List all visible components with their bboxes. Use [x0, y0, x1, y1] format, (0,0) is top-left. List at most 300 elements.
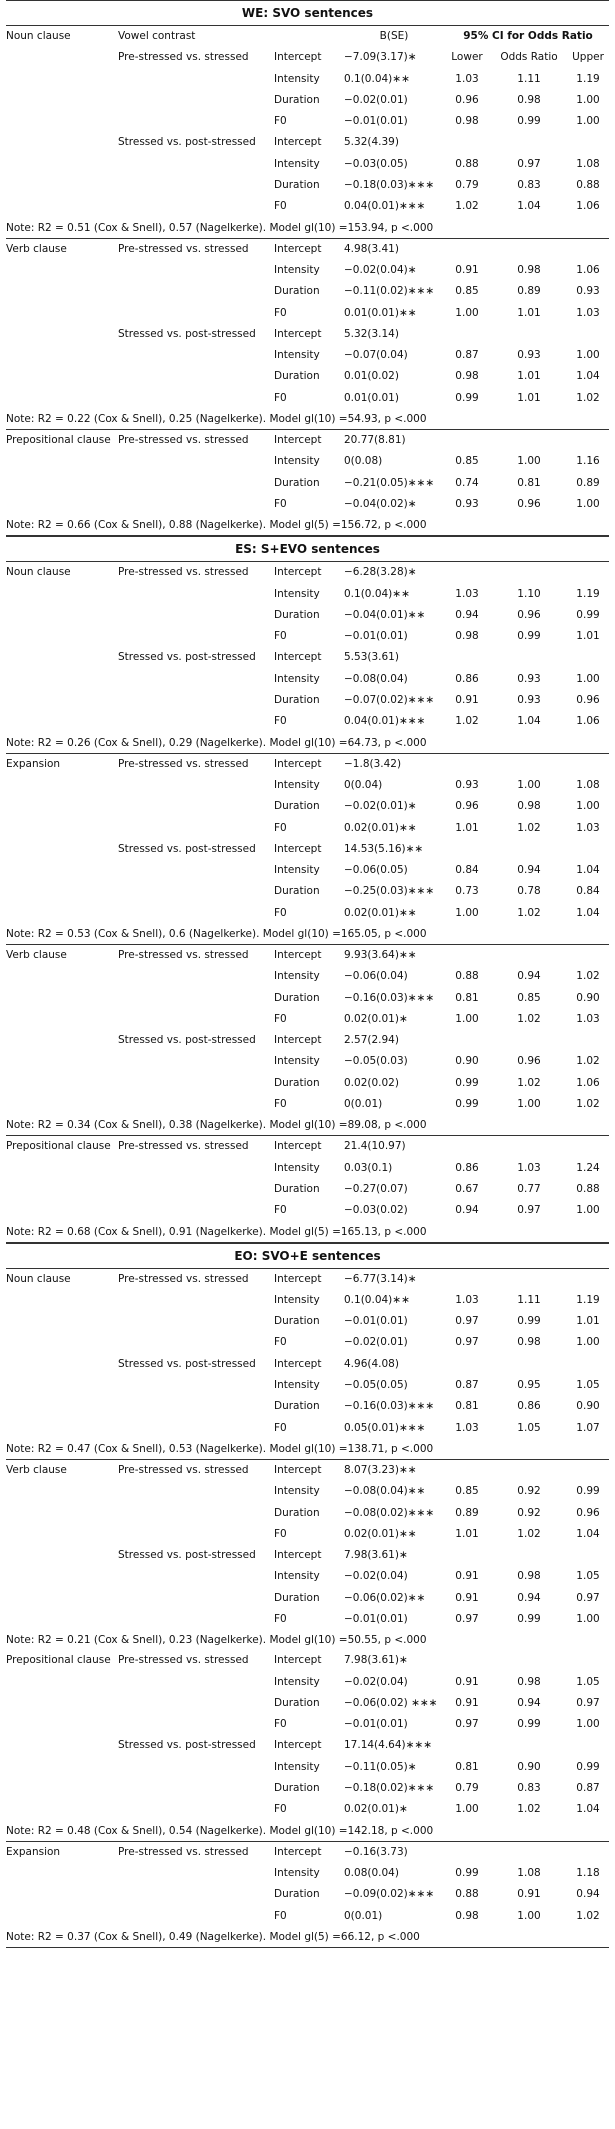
b-se-cell: −0.07(0.04) [344, 349, 408, 362]
predictor-cell: Intensity [274, 587, 320, 600]
table-row [6, 1009, 609, 1030]
ci-lower-cell: 0.96 [455, 93, 479, 106]
ci-upper-cell: 1.04 [576, 864, 600, 877]
ci-upper-cell: 1.02 [576, 970, 600, 983]
table-row [6, 626, 609, 647]
b-se-cell: −7.09(3.17)∗ [344, 51, 417, 64]
b-se-cell: −0.02(0.01) [344, 93, 408, 106]
contrast-label: Stressed vs. post-stressed [118, 136, 256, 149]
odds-ratio-cell: 0.97 [517, 1204, 541, 1217]
ci-upper-cell: 1.02 [576, 1055, 600, 1068]
ci-lower-cell: 1.02 [455, 200, 479, 213]
contrast-label: Pre-stressed vs. stressed [118, 51, 249, 64]
table-row [6, 690, 609, 711]
b-se-cell: 0.1(0.04)∗∗ [344, 72, 410, 85]
odds-ratio-cell: 1.02 [517, 1527, 541, 1540]
ci-upper-cell: 1.00 [576, 93, 600, 106]
predictor-cell: F0 [274, 1012, 287, 1025]
ci-lower-cell: 0.97 [455, 1336, 479, 1349]
odds-ratio-cell: 0.94 [517, 864, 541, 877]
odds-ratio-cell: 0.99 [517, 1613, 541, 1625]
b-se-cell: 0.02(0.01)∗∗ [344, 821, 417, 834]
table-row [6, 473, 609, 494]
predictor-cell: Intensity [274, 1866, 320, 1879]
table-row [6, 239, 609, 260]
clause-block [6, 1842, 609, 1948]
table-row [6, 1073, 609, 1094]
predictor-cell: Intercept [274, 1463, 322, 1476]
table-row [6, 111, 609, 132]
ci-lower-cell: 0.87 [455, 349, 479, 362]
contrast-label: Pre-stressed vs. stressed [118, 242, 249, 255]
odds-ratio-cell: 1.02 [517, 1012, 541, 1025]
table-row [6, 1332, 609, 1353]
predictor-cell: Intercept [274, 757, 322, 770]
ci-lower-cell: 0.98 [455, 630, 479, 643]
odds-ratio-cell: 0.89 [517, 285, 541, 298]
ci-lower-cell: 0.91 [455, 1591, 479, 1604]
ci-upper-cell: 0.96 [576, 1506, 600, 1519]
ci-upper-cell: 0.84 [576, 885, 600, 898]
predictor-cell: Duration [274, 285, 320, 298]
ci-lower-cell: 0.67 [455, 1182, 479, 1195]
ci-lower-cell: 1.02 [455, 715, 479, 728]
predictor-cell: Duration [274, 1782, 320, 1795]
ci-lower-cell: 0.81 [455, 1760, 479, 1773]
b-se-cell: 0(0.01) [344, 1098, 383, 1111]
b-se-cell: −6.28(3.28)∗ [344, 566, 417, 579]
predictor-cell: Duration [274, 93, 320, 106]
col-ci-header: 95% CI for Odds Ratio [463, 30, 593, 42]
predictor-cell: Intensity [274, 778, 320, 791]
predictor-cell: F0 [274, 821, 287, 834]
section-title: ES: S+EVO sentences [6, 536, 609, 562]
b-se-cell: 0.04(0.01)∗∗∗ [344, 200, 426, 213]
table-row [6, 90, 609, 111]
b-se-cell: 0.02(0.01)∗∗ [344, 1527, 417, 1540]
ci-upper-cell: 1.05 [576, 1675, 600, 1688]
ci-upper-cell: 1.18 [576, 1866, 600, 1879]
predictor-cell: Intercept [274, 1654, 322, 1667]
model-note: Note: R2 = 0.66 (Cox & Snell), 0.88 (Nagelkerke). Model gl(5) =156.72, p <.000 [6, 515, 609, 536]
predictor-cell: F0 [274, 115, 287, 128]
predictor-cell: F0 [274, 715, 287, 728]
ci-lower-cell: 0.94 [455, 608, 479, 621]
b-se-cell: 4.98(3.41) [344, 242, 399, 255]
odds-ratio-cell: 0.98 [517, 800, 541, 813]
ci-lower-cell: 0.96 [455, 800, 479, 813]
ci-upper-cell: 0.88 [576, 1182, 600, 1195]
ci-lower-cell: 1.01 [455, 1527, 479, 1540]
odds-ratio-cell: 1.04 [517, 715, 541, 728]
table-row [6, 881, 609, 902]
contrast-label: Pre-stressed vs. stressed [118, 1272, 249, 1285]
odds-ratio-cell: 1.01 [517, 391, 541, 404]
clause-label: Prepositional clause [6, 434, 111, 447]
predictor-cell: Intercept [274, 327, 322, 340]
clause-label: Expansion [6, 757, 61, 770]
table-row [6, 1757, 609, 1778]
odds-ratio-cell: 0.93 [517, 694, 541, 707]
odds-ratio-cell: 1.00 [517, 455, 541, 468]
b-se-cell: 0.03(0.1) [344, 1161, 393, 1174]
ci-lower-cell: 0.93 [455, 778, 479, 791]
table-row [6, 132, 609, 153]
clause-label: Noun clause [6, 566, 71, 579]
contrast-label: Stressed vs. post-stressed [118, 327, 256, 340]
odds-ratio-cell: 0.96 [517, 497, 541, 510]
predictor-cell: F0 [274, 1336, 287, 1349]
ci-upper-cell: 0.99 [576, 1760, 600, 1773]
clause-label: Verb clause [6, 1463, 67, 1476]
model-note: Note: R2 = 0.21 (Cox & Snell), 0.23 (Nagelkerke). Model gl(10) =50.55, p <.000 [6, 1634, 427, 1647]
ci-lower-cell: 0.94 [455, 1204, 479, 1217]
ci-lower-cell: 0.85 [455, 285, 479, 298]
table-row [6, 1269, 609, 1290]
table-row [6, 669, 609, 690]
table-row [6, 281, 609, 302]
b-se-cell: 0.04(0.01)∗∗∗ [344, 715, 426, 728]
predictor-cell: Intercept [274, 1357, 322, 1370]
predictor-cell: Duration [274, 1315, 320, 1328]
model-note: Note: R2 = 0.48 (Cox & Snell), 0.54 (Nagelkerke). Model gl(10) =142.18, p <.000 [6, 1821, 609, 1842]
column-header-row [6, 26, 609, 47]
table-row [6, 839, 609, 860]
b-se-cell: −0.01(0.01) [344, 1613, 408, 1625]
clause-label: Verb clause [6, 948, 67, 961]
ci-lower-cell: 0.84 [455, 864, 479, 877]
b-se-cell: −0.03(0.02) [344, 1204, 408, 1217]
contrast-label: Stressed vs. post-stressed [118, 842, 256, 855]
b-se-cell: 5.32(3.14) [344, 327, 399, 340]
ci-upper-cell: 1.19 [576, 72, 600, 85]
b-se-cell: −0.02(0.01)∗ [344, 800, 417, 813]
table-row [6, 1375, 609, 1396]
contrast-label: Pre-stressed vs. stressed [118, 1845, 249, 1858]
b-se-cell: −0.21(0.05)∗∗∗ [344, 476, 435, 489]
odds-ratio-cell: 0.91 [517, 1888, 541, 1901]
odds-ratio-cell: 0.99 [517, 115, 541, 128]
ci-lower-cell: 0.74 [455, 476, 479, 489]
odds-ratio-cell: 1.01 [517, 370, 541, 383]
ci-lower-cell: 0.88 [455, 157, 479, 170]
table-row [6, 1179, 609, 1200]
table-row [6, 1354, 609, 1375]
b-se-cell: 0(0.04) [344, 778, 383, 791]
ci-lower-cell: 1.00 [455, 906, 479, 919]
odds-ratio-cell: 0.97 [517, 157, 541, 170]
ci-lower-cell: 0.81 [455, 991, 479, 1004]
predictor-cell: Intensity [274, 1161, 320, 1174]
clause-label: Noun clause [6, 1272, 71, 1285]
ci-upper-cell: 0.90 [576, 991, 600, 1004]
ci-upper-cell: 1.01 [576, 630, 600, 643]
b-se-cell: −0.27(0.07) [344, 1182, 408, 1195]
predictor-cell: Duration [274, 1506, 320, 1519]
table-row [6, 966, 609, 987]
table-row [6, 1609, 609, 1630]
table-row [6, 1714, 609, 1735]
table-row [6, 647, 609, 668]
odds-ratio-cell: 0.94 [517, 1591, 541, 1604]
predictor-cell: Duration [274, 694, 320, 707]
predictor-cell: Intercept [274, 1549, 322, 1562]
b-se-cell: −0.11(0.02)∗∗∗ [344, 285, 435, 298]
odds-ratio-cell: 0.98 [517, 1675, 541, 1688]
predictor-cell: Intensity [274, 157, 320, 170]
predictor-cell: Intercept [274, 242, 322, 255]
b-se-cell: 5.53(3.61) [344, 651, 399, 664]
predictor-cell: Duration [274, 991, 320, 1004]
clause-label: Expansion [6, 1845, 61, 1858]
clause-block [6, 945, 609, 1136]
model-note: Note: R2 = 0.51 (Cox & Snell), 0.57 (Nagelkerke). Model gl(10) =153.94, p <.000 [6, 218, 609, 239]
predictor-cell: F0 [274, 1421, 287, 1434]
col-b-header: B(SE) [379, 30, 409, 42]
odds-ratio-cell: 0.92 [517, 1485, 541, 1498]
col-or-header: Odds Ratio [500, 51, 558, 64]
b-se-cell: 20.77(8.81) [344, 434, 406, 447]
odds-ratio-cell: 0.86 [517, 1400, 541, 1413]
table-row [6, 1200, 609, 1221]
odds-ratio-cell: 1.00 [517, 1098, 541, 1111]
odds-ratio-cell: 0.83 [517, 179, 541, 192]
predictor-cell: Intensity [274, 1055, 320, 1068]
odds-ratio-cell: 0.81 [517, 476, 541, 489]
clause-block [6, 239, 609, 430]
b-se-cell: −6.77(3.14)∗ [344, 1272, 417, 1285]
b-se-cell: −1.8(3.42) [344, 757, 402, 770]
ci-lower-cell: 1.01 [455, 821, 479, 834]
section-title: WE: SVO sentences [6, 0, 609, 26]
table-row [6, 1418, 609, 1439]
ci-upper-cell: 1.06 [576, 200, 600, 213]
predictor-cell: F0 [274, 1527, 287, 1540]
ci-upper-cell: 0.89 [576, 476, 600, 489]
ci-lower-cell: 1.00 [455, 306, 479, 319]
ci-upper-cell: 0.87 [576, 1782, 600, 1795]
ci-upper-cell: 0.97 [576, 1591, 600, 1604]
b-se-cell: 0.01(0.01)∗∗ [344, 306, 417, 319]
table-row [6, 451, 609, 472]
ci-upper-cell: 0.97 [576, 1696, 600, 1709]
odds-ratio-cell: 0.93 [517, 349, 541, 362]
ci-lower-cell: 0.97 [455, 1718, 479, 1731]
clause-block [6, 430, 609, 536]
ci-upper-cell: 1.00 [576, 349, 600, 362]
odds-ratio-cell: 0.98 [517, 93, 541, 106]
clause-label: Prepositional clause [6, 1140, 111, 1153]
predictor-cell: F0 [274, 1204, 287, 1217]
odds-ratio-cell: 1.10 [517, 587, 541, 600]
predictor-cell: F0 [274, 1718, 287, 1731]
contrast-label: Pre-stressed vs. stressed [118, 1140, 249, 1153]
b-se-cell: 0.05(0.01)∗∗∗ [344, 1421, 426, 1434]
contrast-label: Stressed vs. post-stressed [118, 1549, 256, 1562]
odds-ratio-cell: 1.04 [517, 200, 541, 213]
b-se-cell: 7.98(3.61)∗ [344, 1654, 408, 1667]
ci-lower-cell: 1.00 [455, 1012, 479, 1025]
ci-lower-cell: 0.91 [455, 1570, 479, 1583]
predictor-cell: Duration [274, 1076, 320, 1089]
ci-upper-cell: 1.01 [576, 1315, 600, 1328]
table-row [6, 818, 609, 839]
predictor-cell: Intercept [274, 1739, 322, 1752]
predictor-cell: F0 [274, 1803, 287, 1816]
table-row [6, 1863, 609, 1884]
ci-upper-cell: 0.88 [576, 179, 600, 192]
predictor-cell: Intercept [274, 136, 322, 149]
predictor-cell: Intercept [274, 1034, 322, 1047]
predictor-cell: Duration [274, 1182, 320, 1195]
ci-lower-cell: 1.03 [455, 1421, 479, 1434]
b-se-cell: −0.07(0.02)∗∗∗ [344, 694, 435, 707]
ci-lower-cell: 0.91 [455, 1675, 479, 1688]
table-row [6, 324, 609, 345]
ci-upper-cell: 1.02 [576, 391, 600, 404]
table-row [6, 584, 609, 605]
predictor-cell: Intercept [274, 948, 322, 961]
ci-upper-cell: 1.08 [576, 778, 600, 791]
table-row [6, 1884, 609, 1905]
odds-ratio-cell: 0.99 [517, 630, 541, 643]
clause-block [6, 1269, 609, 1460]
b-se-cell: 0.08(0.04) [344, 1866, 399, 1879]
ci-lower-cell: 0.91 [455, 1696, 479, 1709]
table-row [6, 1481, 609, 1502]
predictor-cell: Duration [274, 608, 320, 621]
ci-upper-cell: 1.02 [576, 1909, 600, 1922]
contrast-label: Stressed vs. post-stressed [118, 1739, 256, 1752]
table-row [6, 1566, 609, 1587]
odds-ratio-cell: 0.95 [517, 1379, 541, 1392]
predictor-cell: Intensity [274, 349, 320, 362]
predictor-cell: Duration [274, 1400, 320, 1413]
odds-ratio-cell: 0.85 [517, 991, 541, 1004]
ci-upper-cell: 1.06 [576, 263, 600, 276]
b-se-cell: 4.96(4.08) [344, 1357, 399, 1370]
contrast-label: Pre-stressed vs. stressed [118, 1463, 249, 1476]
table-row [6, 196, 609, 217]
ci-upper-cell: 1.00 [576, 115, 600, 128]
b-se-cell: 9.93(3.64)∗∗ [344, 948, 417, 961]
col-lower-header: Lower [451, 51, 483, 64]
b-se-cell: 14.53(5.16)∗∗ [344, 842, 424, 855]
ci-upper-cell: 1.04 [576, 906, 600, 919]
ci-lower-cell: 1.00 [455, 1803, 479, 1816]
b-se-cell: 0.02(0.01)∗ [344, 1803, 408, 1816]
b-se-cell: 21.4(10.97) [344, 1140, 406, 1153]
ci-upper-cell: 1.03 [576, 306, 600, 319]
predictor-cell: F0 [274, 1613, 287, 1625]
model-note: Note: R2 = 0.68 (Cox & Snell), 0.91 (Nagelkerke). Model gl(5) =165.13, p <.000 [6, 1222, 609, 1243]
predictor-cell: Duration [274, 800, 320, 813]
predictor-cell: Intensity [274, 72, 320, 85]
odds-ratio-cell: 0.77 [517, 1182, 541, 1195]
b-se-cell: −0.02(0.04) [344, 1675, 408, 1688]
b-se-cell: −0.01(0.01) [344, 630, 408, 643]
ci-upper-cell: 1.04 [576, 1527, 600, 1540]
table-row [6, 1799, 609, 1820]
table-row [6, 1906, 609, 1927]
predictor-cell: Duration [274, 1888, 320, 1901]
contrast-label: Pre-stressed vs. stressed [118, 948, 249, 961]
ci-lower-cell: 0.97 [455, 1613, 479, 1625]
ci-lower-cell: 0.79 [455, 1782, 479, 1795]
ci-upper-cell: 1.03 [576, 1012, 600, 1025]
table-row [6, 1524, 609, 1545]
odds-ratio-cell: 0.96 [517, 608, 541, 621]
col-contrast-header: Vowel contrast [118, 30, 196, 42]
b-se-cell: −0.05(0.03) [344, 1055, 408, 1068]
contrast-label: Pre-stressed vs. stressed [118, 757, 249, 770]
ci-upper-cell: 0.90 [576, 1400, 600, 1413]
clause-block [6, 562, 609, 753]
table-row [6, 1842, 609, 1863]
clause-label: Noun clause [6, 30, 71, 42]
predictor-cell: F0 [274, 1098, 287, 1111]
b-se-cell: −0.18(0.03)∗∗∗ [344, 179, 435, 192]
ci-upper-cell: 1.08 [576, 157, 600, 170]
clause-block [6, 1460, 609, 1650]
odds-ratio-cell: 1.00 [517, 778, 541, 791]
table-row [6, 345, 609, 366]
odds-ratio-cell: 0.90 [517, 1760, 541, 1773]
b-se-cell: −0.18(0.02)∗∗∗ [344, 1782, 435, 1795]
table-row [6, 1588, 609, 1609]
ci-lower-cell: 0.91 [455, 263, 479, 276]
predictor-cell: Intensity [274, 455, 320, 468]
clause-block [6, 754, 609, 945]
model-note: Note: R2 = 0.34 (Cox & Snell), 0.38 (Nagelkerke). Model gl(10) =89.08, p <.000 [6, 1115, 609, 1136]
ci-upper-cell: 1.03 [576, 821, 600, 834]
b-se-cell: −0.09(0.02)∗∗∗ [344, 1888, 435, 1901]
table-row [6, 154, 609, 175]
contrast-label: Stressed vs. post-stressed [118, 1034, 256, 1047]
predictor-cell: Intercept [274, 434, 322, 447]
predictor-cell: Duration [274, 1696, 320, 1709]
b-se-cell: −0.08(0.02)∗∗∗ [344, 1506, 435, 1519]
odds-ratio-cell: 0.92 [517, 1506, 541, 1519]
b-se-cell: −0.06(0.05) [344, 864, 408, 877]
odds-ratio-cell: 1.08 [517, 1866, 541, 1879]
ci-upper-cell: 1.19 [576, 1293, 600, 1306]
odds-ratio-cell: 1.02 [517, 1803, 541, 1816]
ci-lower-cell: 0.79 [455, 179, 479, 192]
predictor-cell: F0 [274, 906, 287, 919]
ci-upper-cell: 1.24 [576, 1161, 600, 1174]
ci-lower-cell: 0.97 [455, 1315, 479, 1328]
b-se-cell: −0.04(0.01)∗∗ [344, 608, 426, 621]
ci-upper-cell: 0.94 [576, 1888, 600, 1901]
clause-block [6, 47, 609, 238]
ci-lower-cell: 1.03 [455, 1293, 479, 1306]
ci-lower-cell: 0.98 [455, 115, 479, 128]
odds-ratio-cell: 0.98 [517, 263, 541, 276]
ci-lower-cell: 0.99 [455, 391, 479, 404]
contrast-label: Stressed vs. post-stressed [118, 1357, 256, 1370]
b-se-cell: −0.08(0.04)∗∗ [344, 1485, 426, 1498]
predictor-cell: Intercept [274, 842, 322, 855]
predictor-cell: F0 [274, 1909, 287, 1922]
table-row [6, 775, 609, 796]
predictor-cell: Intercept [274, 1272, 322, 1285]
ci-lower-cell: 0.99 [455, 1076, 479, 1089]
predictor-cell: Intensity [274, 1293, 320, 1306]
ci-lower-cell: 0.85 [455, 455, 479, 468]
ci-lower-cell: 1.03 [455, 72, 479, 85]
table-row [6, 796, 609, 817]
